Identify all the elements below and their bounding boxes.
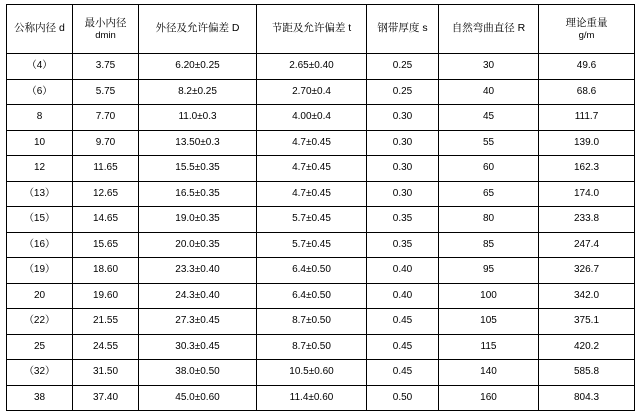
table-cell: （6） (7, 79, 73, 105)
table-body (7, 54, 635, 411)
table-cell: 23.3±0.40 (139, 258, 257, 284)
column-header-min-inner-diameter: 最小内径 dmin (73, 5, 139, 54)
table-cell: 0.45 (367, 360, 439, 386)
table-cell: 95 (439, 258, 539, 284)
table-cell: 0.30 (367, 130, 439, 156)
table-cell: 0.45 (367, 309, 439, 335)
table-cell: 139.0 (539, 130, 635, 156)
table-cell: 6.4±0.50 (257, 283, 367, 309)
table-cell: 6.20±0.25 (139, 54, 257, 80)
table-cell: 20.0±0.35 (139, 232, 257, 258)
table-row (7, 232, 635, 258)
table-cell: 15.65 (73, 232, 139, 258)
table-cell: 2.70±0.4 (257, 79, 367, 105)
table-cell: 20 (7, 283, 73, 309)
table-row (7, 105, 635, 131)
table-cell: 0.35 (367, 207, 439, 233)
table-cell: 8.7±0.50 (257, 309, 367, 335)
table-cell: 65 (439, 181, 539, 207)
table-cell: 9.70 (73, 130, 139, 156)
table-cell: 111.7 (539, 105, 635, 131)
table-cell: 2.65±0.40 (257, 54, 367, 80)
table-row (7, 156, 635, 182)
table-cell: 80 (439, 207, 539, 233)
table-cell: （15） (7, 207, 73, 233)
column-header-theoretical-weight: 理论重量 g/m (539, 5, 635, 54)
table-cell: 13.50±0.3 (139, 130, 257, 156)
table-cell: 11.0±0.3 (139, 105, 257, 131)
table-cell: 21.55 (73, 309, 139, 335)
table-cell: 12 (7, 156, 73, 182)
table-cell: 0.30 (367, 156, 439, 182)
table-cell: 11.65 (73, 156, 139, 182)
table-cell: 0.30 (367, 181, 439, 207)
table-cell: 4.7±0.45 (257, 130, 367, 156)
table-cell: 27.3±0.45 (139, 309, 257, 335)
column-header-natural-bending-diameter: 自然弯曲直径 R (439, 5, 539, 54)
table-row (7, 334, 635, 360)
table-cell: 8.7±0.50 (257, 334, 367, 360)
table-header-row (7, 5, 635, 54)
table-row (7, 283, 635, 309)
table-cell: 585.8 (539, 360, 635, 386)
table-cell: 11.4±0.60 (257, 385, 367, 411)
table-cell: 0.30 (367, 105, 439, 131)
table-cell: 162.3 (539, 156, 635, 182)
table-cell: 0.40 (367, 258, 439, 284)
table-cell: 60 (439, 156, 539, 182)
table-cell: 25 (7, 334, 73, 360)
table-cell: 19.60 (73, 283, 139, 309)
table-cell: 5.7±0.45 (257, 207, 367, 233)
table-cell: 15.5±0.35 (139, 156, 257, 182)
table-cell: 105 (439, 309, 539, 335)
table-cell: 45 (439, 105, 539, 131)
table-cell: 38.0±0.50 (139, 360, 257, 386)
table-cell: 24.55 (73, 334, 139, 360)
table-cell: 3.75 (73, 54, 139, 80)
table-row (7, 385, 635, 411)
table-cell: 30 (439, 54, 539, 80)
table-cell: 18.60 (73, 258, 139, 284)
table-cell: 100 (439, 283, 539, 309)
table-cell: 342.0 (539, 283, 635, 309)
table-cell: （13） (7, 181, 73, 207)
table-header (7, 5, 635, 54)
column-header-outer-diameter-tolerance: 外径及允许偏差 D (139, 5, 257, 54)
table-cell: 5.7±0.45 (257, 232, 367, 258)
table-cell: 7.70 (73, 105, 139, 131)
table-row (7, 79, 635, 105)
table-cell: 0.25 (367, 79, 439, 105)
table-cell: 174.0 (539, 181, 635, 207)
table-cell: 38 (7, 385, 73, 411)
table-cell: 4.7±0.45 (257, 181, 367, 207)
table-cell: 10 (7, 130, 73, 156)
table-cell: 420.2 (539, 334, 635, 360)
table-cell: 24.3±0.40 (139, 283, 257, 309)
table-cell: 0.25 (367, 54, 439, 80)
table-cell: 326.7 (539, 258, 635, 284)
table-cell: 8.2±0.25 (139, 79, 257, 105)
table-cell: 85 (439, 232, 539, 258)
table-cell: 37.40 (73, 385, 139, 411)
table-cell: 247.4 (539, 232, 635, 258)
table-row (7, 130, 635, 156)
table-cell: 804.3 (539, 385, 635, 411)
table-cell: 19.0±0.35 (139, 207, 257, 233)
table-cell: 6.4±0.50 (257, 258, 367, 284)
column-header-nominal-inner-diameter: 公称内径 d (7, 5, 73, 54)
specification-table (6, 4, 635, 411)
table-cell: 375.1 (539, 309, 635, 335)
table-cell: （4） (7, 54, 73, 80)
table-cell: 49.6 (539, 54, 635, 80)
table-cell: 31.50 (73, 360, 139, 386)
table-cell: 12.65 (73, 181, 139, 207)
table-cell: 30.3±0.45 (139, 334, 257, 360)
table-row (7, 258, 635, 284)
table-row (7, 54, 635, 80)
table-cell: 160 (439, 385, 539, 411)
table-cell: 140 (439, 360, 539, 386)
table-cell: （16） (7, 232, 73, 258)
table-cell: 8 (7, 105, 73, 131)
table-cell: 4.00±0.4 (257, 105, 367, 131)
table-cell: 0.40 (367, 283, 439, 309)
column-header-pitch-tolerance: 节距及允许偏差 t (257, 5, 367, 54)
table-cell: （32） (7, 360, 73, 386)
table-cell: 14.65 (73, 207, 139, 233)
table-cell: 0.35 (367, 232, 439, 258)
table-row (7, 207, 635, 233)
table-cell: 5.75 (73, 79, 139, 105)
table-cell: 233.8 (539, 207, 635, 233)
table-cell: 16.5±0.35 (139, 181, 257, 207)
table-cell: 4.7±0.45 (257, 156, 367, 182)
table-cell: 10.5±0.60 (257, 360, 367, 386)
table-cell: 45.0±0.60 (139, 385, 257, 411)
table-cell: 115 (439, 334, 539, 360)
table-cell: 68.6 (539, 79, 635, 105)
table-row (7, 360, 635, 386)
table-cell: 40 (439, 79, 539, 105)
column-header-steel-strip-thickness: 钢带厚度 s (367, 5, 439, 54)
table-cell: 0.45 (367, 334, 439, 360)
table-row (7, 181, 635, 207)
table-cell: （19） (7, 258, 73, 284)
table-cell: （22） (7, 309, 73, 335)
table-cell: 0.50 (367, 385, 439, 411)
table-row (7, 309, 635, 335)
table-cell: 55 (439, 130, 539, 156)
